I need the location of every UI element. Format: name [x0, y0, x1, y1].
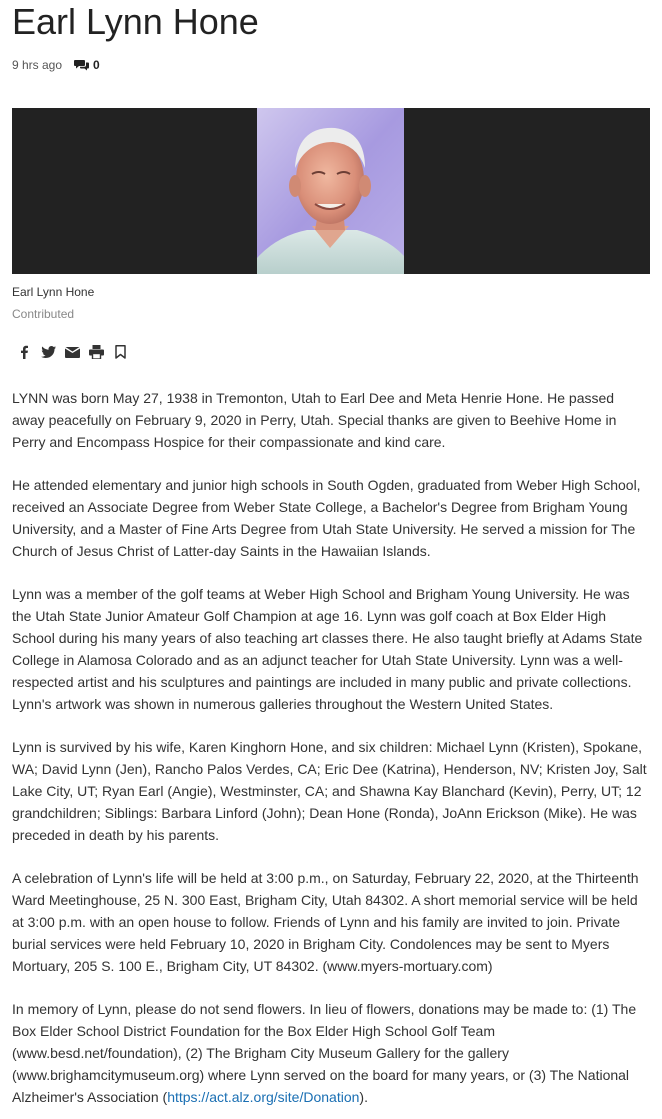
- article-paragraph: Lynn is survived by his wife, Karen Kinghorn Hone, and six children: Michael Lynn (Kristen), Spokane, WA; David Lynn (Jen), Rancho Palos Verdes, CA; Eric Dee (Katrina), Henderson, NV; Kristen Joy, Salt Lake City, UT; Ryan Earl (Angie), Westminster, CA; and Shawna Kay Blanchard (Kevin), Perry, UT; 12 grandchildren; Siblings: Barbara Linford (John); Dean Hone (Ronda), JoAnn Erickson (Mike). He was preceded in death by his parents.: [12, 739, 647, 843]
- print-icon: [89, 345, 104, 359]
- bookmark-button[interactable]: [112, 344, 128, 360]
- bookmark-icon: [115, 345, 126, 359]
- twitter-icon: [41, 346, 56, 358]
- article-paragraph: A celebration of Lynn's life will be held at 3:00 p.m., on Saturday, February 22, 2020, at the Thirteenth Ward Meetinghouse, 25 N. 300 East, Brigham City, Utah 84302. A short memorial service will be held at 3:00 p.m. with an open house to follow. Friends of Lynn and his family are invited to join. Private burial services were held February 10, 2020 in Brigham City. Condolences may be sent to Myers Mortuary, 205 S. 100 E., Brigham City, UT 84302. (www.myers-mortuary.com): [12, 870, 639, 974]
- share-toolbar: [16, 343, 136, 361]
- comment-count: 0: [93, 58, 100, 72]
- portrait-photo: [257, 108, 404, 274]
- comments-link[interactable]: [74, 58, 100, 72]
- article-paragraph: He attended elementary and junior high schools in South Ogden, graduated from Weber High School, received an Associate Degree from Weber State College, a Bachelor's Degree from Brigham Young University, and a Master of Fine Arts Degree from Utah State University. He served a mission for The Church of Jesus Christ of Latter-day Saints in the Hawaiian Islands.: [12, 477, 641, 559]
- facebook-icon: [19, 345, 29, 359]
- article-paragraph: LYNN was born May 27, 1938 in Tremonton, Utah to Earl Dee and Meta Henrie Hone. He passed away peacefully on February 9, 2020 in Perry, Utah. Special thanks are given to Beehive Home in Perry and Encompass Hospice for their compassionate and kind care.: [12, 390, 617, 450]
- print-button[interactable]: [88, 344, 104, 360]
- article-title: Earl Lynn Hone: [12, 1, 259, 42]
- paragraph-text-end: ).: [359, 1089, 368, 1105]
- share-twitter-button[interactable]: [40, 344, 56, 360]
- donation-link[interactable]: https://act.alz.org/site/Donation: [167, 1089, 360, 1105]
- comments-icon: [74, 59, 90, 71]
- paragraph-text: In memory of Lynn, please do not send flowers. In lieu of flowers, donations may be made to: (1) The Box Elder School District Foundation for the Box Elder High School Golf Team (www.besd.net/foundation), (2) The Brigham City Museum Gallery for the gallery (www.brighamcitymuseum.org) where Lynn served on the board for many years, or (3) The National Alzheimer's Association (: [12, 1001, 637, 1105]
- lead-photo[interactable]: [12, 108, 650, 274]
- article-paragraph-final: [12, 998, 650, 1108]
- share-facebook-button[interactable]: [16, 344, 32, 360]
- email-icon: [65, 347, 80, 358]
- photo-caption: Earl Lynn Hone: [12, 285, 95, 299]
- photo-credit: Contributed: [12, 307, 75, 321]
- article-meta: [12, 57, 100, 73]
- share-email-button[interactable]: [64, 344, 80, 360]
- article-paragraph: Lynn was a member of the golf teams at Weber High School and Brigham Young University. He was the Utah State Junior Amateur Golf Champion at age 16. Lynn was golf coach at Box Elder High School during his many years of also teaching art classes there. He also taught briefly at Adams State College in Alamosa Colorado and as an adjunct teacher for Utah State University. Lynn was a well-respected artist and his sculptures and paintings are included in many public and private collections. Lynn's artwork was shown in numerous galleries throughout the Western United States.: [12, 586, 643, 712]
- publish-time: 9 hrs ago: [12, 58, 63, 72]
- article-body: [12, 387, 650, 1119]
